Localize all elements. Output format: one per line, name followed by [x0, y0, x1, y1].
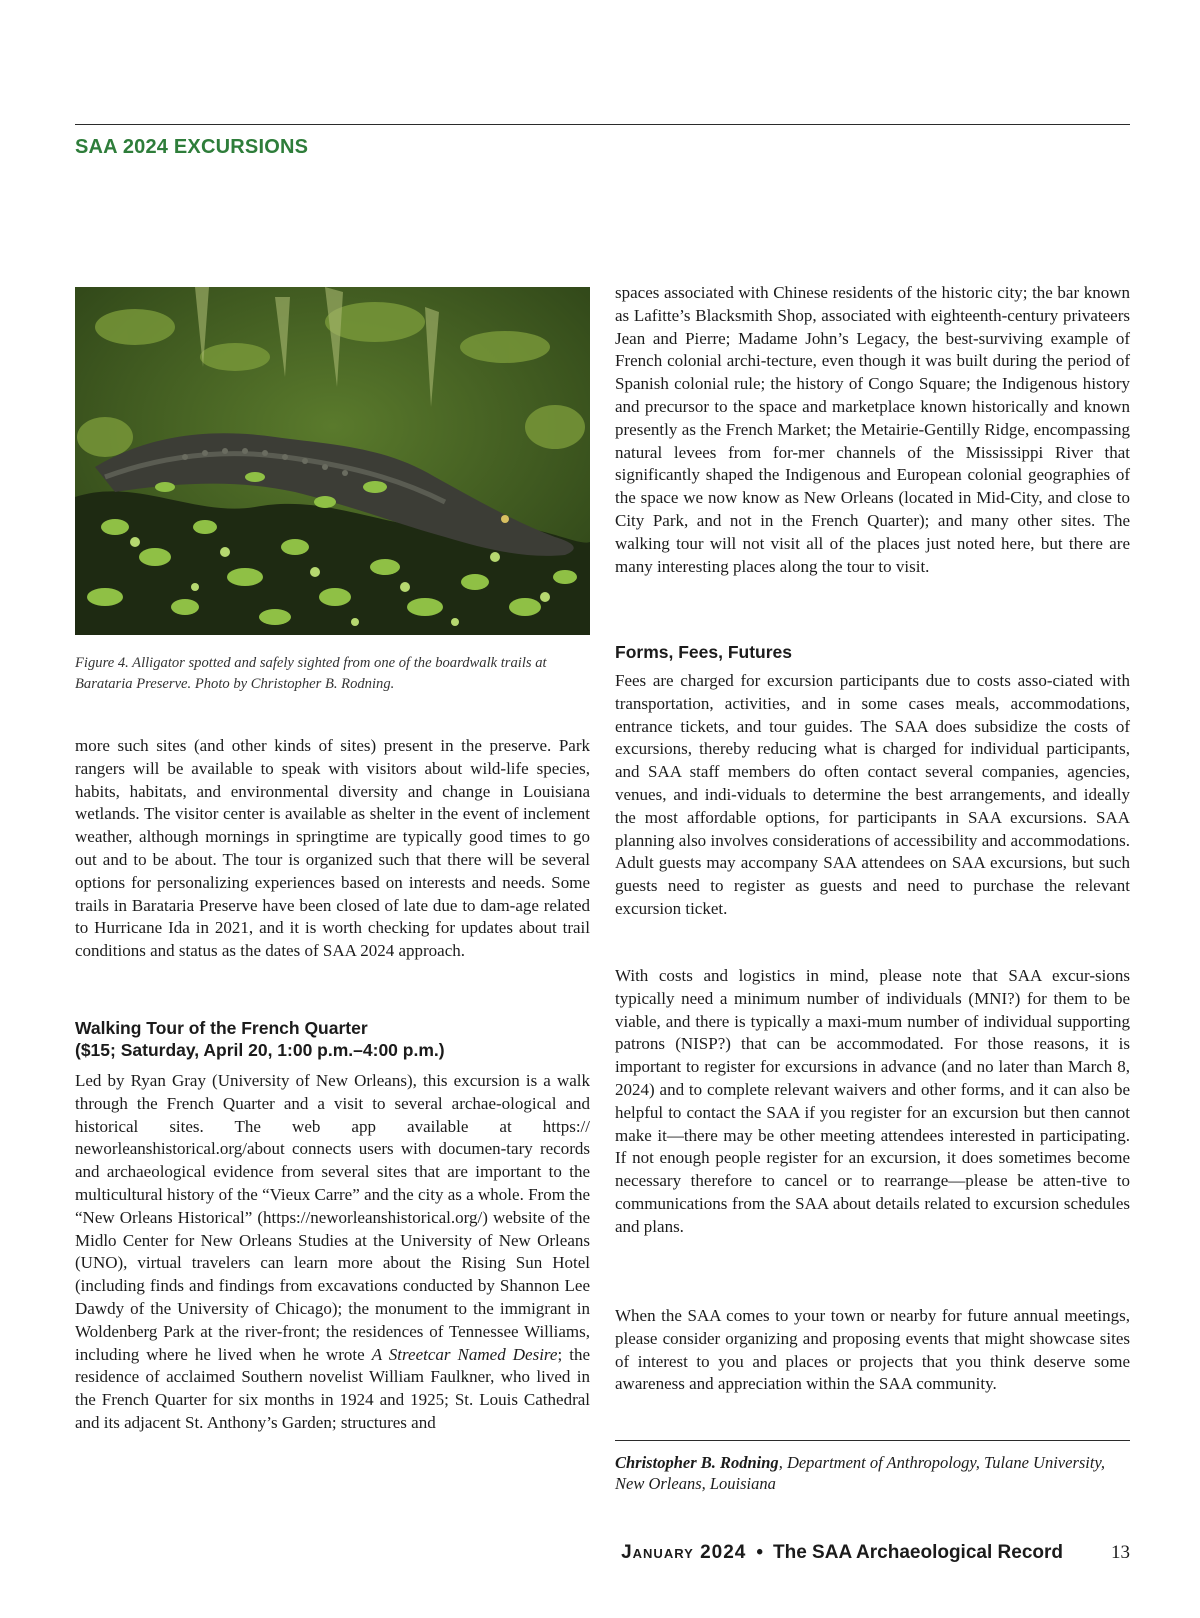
author-name: Christopher B. Rodning: [615, 1453, 779, 1472]
walking-tour-details: ($15; Saturday, April 20, 1:00 p.m.–4:00 p.m.): [75, 1040, 445, 1060]
left-paragraph-2-text: [75, 1070, 590, 1435]
top-rule: [75, 124, 1130, 125]
walking-tour-heading: [75, 1017, 590, 1061]
signature-rule: [615, 1440, 1130, 1441]
alligator-photo: [75, 287, 590, 635]
left-paragraph-2: [75, 1070, 590, 1435]
right-paragraph-1-text: spaces associated with Chinese residents of the historic city; the bar known as Lafitte’s Blacksmith Shop, associated with eighteenth-century privateers Jean and Pierre; Madame John’s Legacy, the best-surviving example of French colonial archi-tecture, even though it was built during the period of Spanish colonial rule; the history of Congo Square; the Indigenous history and precursor to the space and marketplace known historically and known presently as the French Market; the Metairie-Gentilly Ridge, encompassing natural levees from for-mer channels of the Mississippi River that significantly shaped the Indigenous and European colonial geographies of the space we now know as New Orleans (located in Mid-City, and close to City Park, and not in the French Quarter); and many other sites. The walking tour will not visit all of the places just noted here, but there are many interesting places along the tour to visit.: [615, 283, 1130, 576]
right-paragraph-2-text: Fees are charged for excursion participants due to costs asso-ciated with transportation, activities, and in some cases meals, accommodations, entrance tickets, and tour guides. The SAA does subsidize the costs of excursions, thereby reducing what is charged for individual participants, and SAA staff members do often contact several companies, agencies, venues, and indi-viduals to determine the best arrangements, and ideally the most affordable options, for participants in SAA excursions. SAA planning also involves considerations of accessibility and accommodations. Adult guests may accompany SAA attendees on SAA excursions, but such guests need to register as guests and need to purchase the relevant excursion ticket.: [615, 671, 1130, 918]
page-footer: [0, 1542, 1130, 1564]
left-paragraph-1-text: more such sites (and other kinds of sites) present in the preserve. Park rangers will be available to speak with visitors about wild-life species, habits, habitats, and environmental diversity and change in Louisiana wetlands. The visitor center is available as shelter in the event of inclement weather, although mornings in springtime are typically good times to go out and to be about. The tour is organized such that there will be several options for personalizing experiences based on interests and needs. Some trails in Barataria Preserve have been closed of late due to dam-age related to Hurricane Ida in 2021, and it is worth checking for updates about trail conditions and status as the dates of SAA 2024 approach.: [75, 736, 590, 961]
left-paragraph-2-part-b: ; the residence of acclaimed Southern novelist William Faulkner, who lived in the French Quarter for six months in 1924 and 1925; St. Louis Cathedral and its adjacent St. Anthony’s Garden; structures and: [75, 1344, 590, 1432]
author-signature: [615, 1452, 1130, 1494]
walking-tour-title: Walking Tour of the French Quarter: [75, 1018, 368, 1038]
right-paragraph-2: [615, 670, 1130, 921]
right-paragraph-1: [615, 282, 1130, 578]
left-paragraph-1: [75, 735, 590, 963]
page-number: 13: [1111, 1542, 1130, 1563]
forms-fees-heading: [615, 641, 1130, 663]
left-paragraph-2-part-a: Led by Ryan Gray (University of New Orleans), this excursion is a walk through the French Quarter and a visit to several archae-ological and historical sites. The web app available at https:// neworleanshistorical.org/about connects users with documen-tary records and archaeological evidence from several sites that are important to the multicultural history of the “Vieux Carre” and the city as a whole. From the “New Orleans Historical” (https://neworleanshistorical.org/) website of the Midlo Center for New Orleans Studies at the University of New Orleans (UNO), virtual travelers can learn more about the Rising Sun Hotel (including finds and findings from excavations conducted by Shannon Lee Dawdy of the University of Chicago); the monument to the immigrant in Woldenberg Park at the river-front; the residences of Tennessee Williams, including where he lived when he wrote: [75, 1071, 590, 1364]
section-header: SAA 2024 EXCURSIONS: [75, 136, 309, 158]
right-paragraph-4-text: When the SAA comes to your town or nearby for future annual meetings, please consider organizing and proposing events that might showcase sites of interest to you and places or projects that you think deserve some awareness and appreciation within the SAA community.: [615, 1306, 1130, 1394]
streetcar-title: A Streetcar Named Desire: [371, 1344, 558, 1364]
footer-bullet: •: [756, 1542, 763, 1563]
footer-month: January 2024: [621, 1542, 747, 1563]
right-paragraph-3: [615, 965, 1130, 1239]
author-affiliation: , Department of Anthropology, Tulane University, New Orleans, Louisiana: [615, 1453, 1106, 1493]
footer-journal: The SAA Archaeological Record: [773, 1542, 1063, 1563]
forms-fees-title: Forms, Fees, Futures: [615, 642, 792, 662]
figure-caption: Figure 4. Alligator spotted and safely sighted from one of the boardwalk trails at Barataria Preserve. Photo by Christopher B. Rodning.: [75, 655, 547, 692]
right-paragraph-3-text: With costs and logistics in mind, please note that SAA excur-sions typically need a minimum number of individuals (MNI?) for them to be viable, and there is typically a maxi-mum number of individual supporting patrons (NISP?) that can be accommodated. For those reasons, it is important to register for excursions in advance (and no later than March 8, 2024) and to complete relevant waivers and other forms, and it can also be helpful to contact the SAA if you register for an excursion but then cannot make it—there may be other meeting attendees interested in participating. If not enough people register for an excursion, it does sometimes become necessary therefore to cancel or to rearrange—please be atten-tive to communications from the SAA about details related to excursion schedules and plans.: [615, 966, 1130, 1236]
right-paragraph-4: [615, 1305, 1130, 1396]
